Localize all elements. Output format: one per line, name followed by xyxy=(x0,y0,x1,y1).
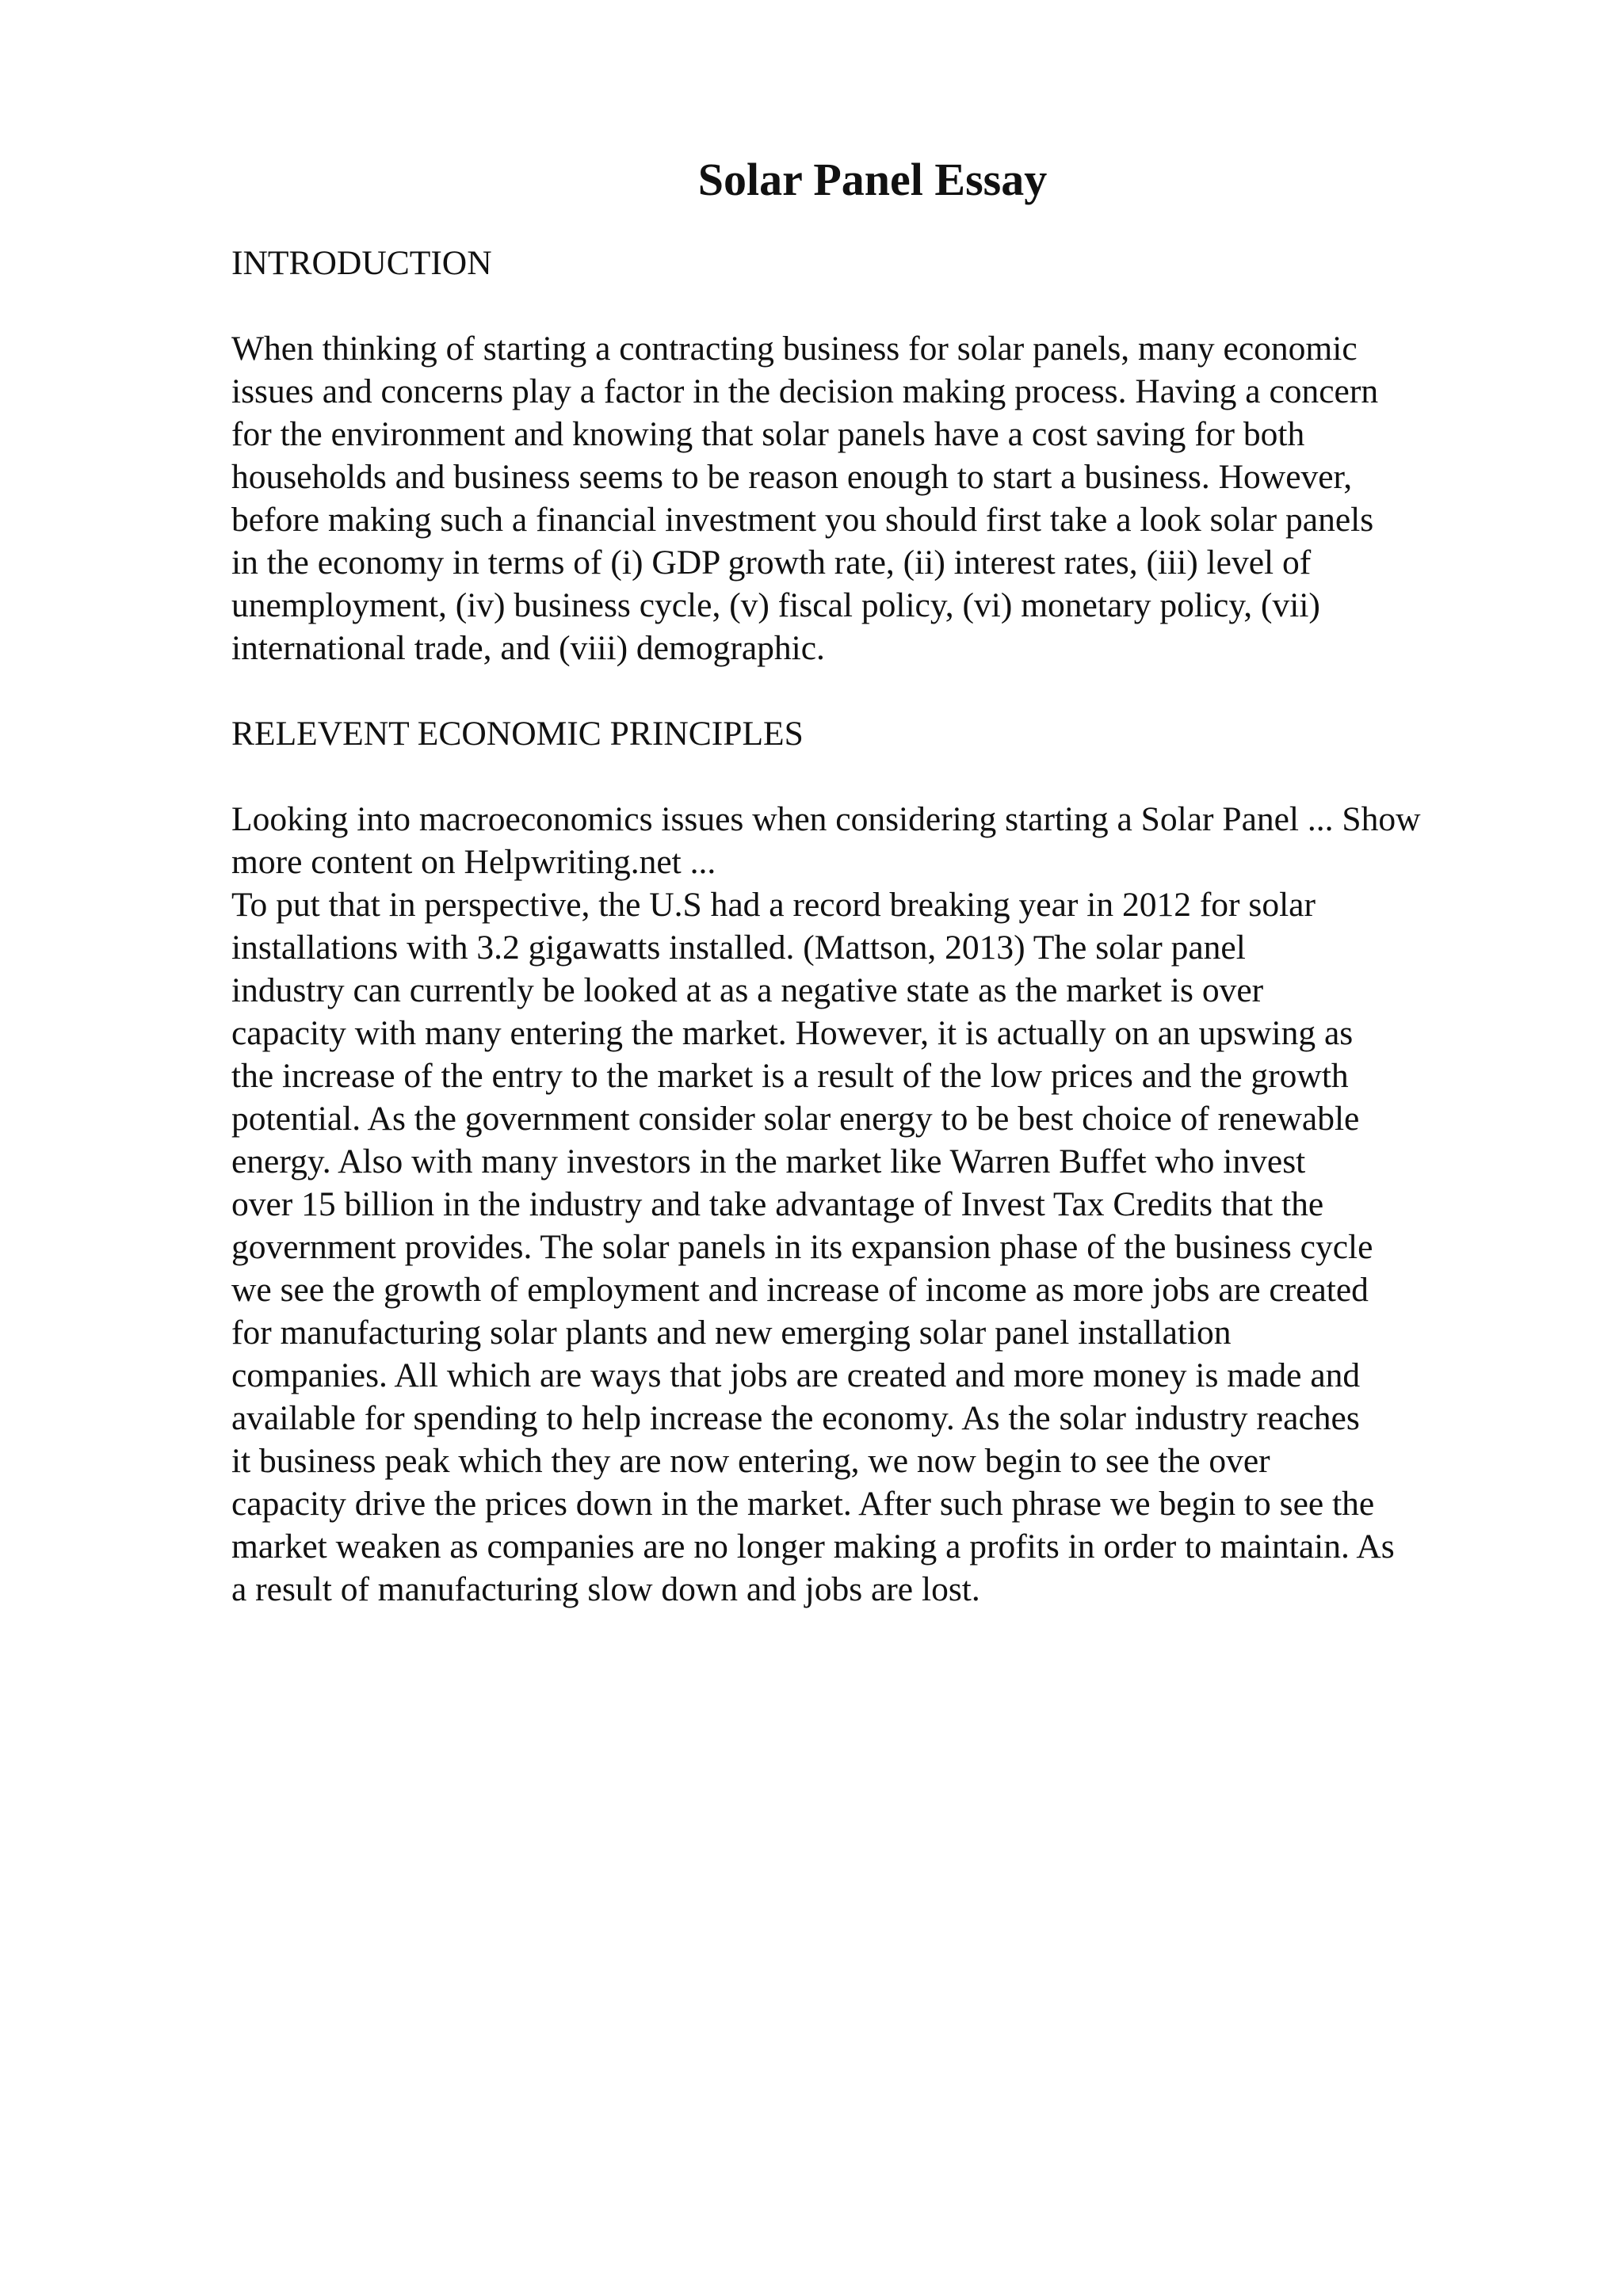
principles-paragraph xyxy=(231,798,1531,1611)
text-line: more content on Helpwriting.net ... xyxy=(231,843,716,881)
text-line: for the environment and knowing that solar panels have a cost saving for both xyxy=(231,415,1305,453)
text-line: capacity with many entering the market. However, it is actually on an upswing as xyxy=(231,1014,1354,1052)
text-line: it business peak which they are now entering, we now begin to see the over xyxy=(231,1442,1270,1480)
document-title: Solar Panel Essay xyxy=(697,154,1048,205)
text-line: To put that in perspective, the U.S had a record breaking year in 2012 for solar xyxy=(231,886,1316,924)
text-line: market weaken as companies are no longer making a profits in order to maintain. As xyxy=(231,1527,1395,1566)
text-line: potential. As the government consider solar energy to be best choice of renewable xyxy=(231,1100,1360,1138)
text-line: households and business seems to be reason enough to start a business. However, xyxy=(231,458,1353,496)
section-heading-introduction: INTRODUCTION xyxy=(231,244,492,282)
paragraph-spacer xyxy=(231,669,1531,712)
text-line: companies. All which are ways that jobs are created and more money is made and xyxy=(231,1356,1361,1394)
text-line: energy. Also with many investors in the market like Warren Buffet who invest xyxy=(231,1142,1306,1180)
text-line: capacity drive the prices down in the market. After such phrase we begin to see the xyxy=(231,1485,1375,1523)
text-line: over 15 billion in the industry and take advantage of Invest Tax Credits that the xyxy=(231,1185,1324,1223)
text-line: government provides. The solar panels in its expansion phase of the business cycle xyxy=(231,1228,1373,1266)
text-line: industry can currently be looked at as a negative state as the market is over xyxy=(231,971,1264,1009)
paragraph-spacer xyxy=(231,755,1531,798)
text-line: for manufacturing solar plants and new emerging solar panel installation xyxy=(231,1314,1232,1352)
document-body xyxy=(231,242,1531,1611)
paragraph-spacer xyxy=(231,284,1531,327)
text-line: unemployment, (iv) business cycle, (v) fiscal policy, (vi) monetary policy, (vii) xyxy=(231,586,1320,624)
introduction-paragraph xyxy=(231,327,1531,669)
text-line: a result of manufacturing slow down and jobs are lost. xyxy=(231,1570,980,1608)
text-line: When thinking of starting a contracting business for solar panels, many economic xyxy=(231,330,1358,368)
section-heading-principles: RELEVENT ECONOMIC PRINCIPLES xyxy=(231,715,804,753)
text-line: before making such a financial investment you should first take a look solar panels xyxy=(231,501,1374,539)
text-line: international trade, and (viii) demographic. xyxy=(231,629,825,667)
text-line: the increase of the entry to the market is a result of the low prices and the growth xyxy=(231,1057,1349,1095)
text-line: Looking into macroeconomics issues when considering starting a Solar Panel ... Show xyxy=(231,800,1421,838)
text-line: issues and concerns play a factor in the decision making process. Having a concern xyxy=(231,372,1379,410)
text-line: installations with 3.2 gigawatts installed. (Mattson, 2013) The solar panel xyxy=(231,929,1246,967)
text-line: available for spending to help increase the economy. As the solar industry reaches xyxy=(231,1399,1360,1437)
text-line: in the economy in terms of (i) GDP growth rate, (ii) interest rates, (iii) level of xyxy=(231,543,1312,582)
text-line: we see the growth of employment and increase of income as more jobs are created xyxy=(231,1271,1369,1309)
